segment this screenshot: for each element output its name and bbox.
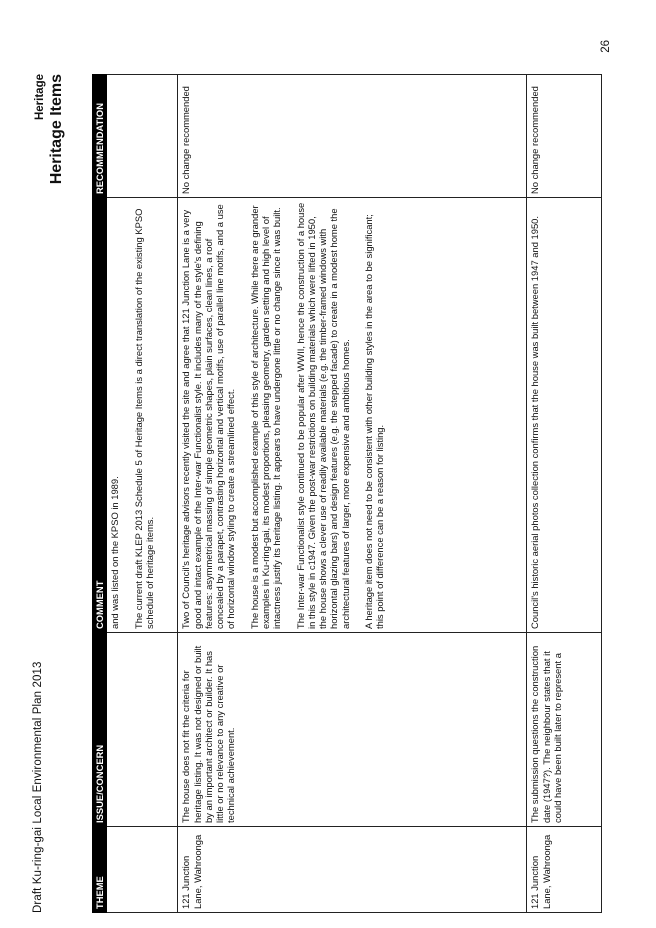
table-row-continued [107,75,178,913]
column-header-recommendation: RECOMMENDATION [93,75,107,198]
comment-paragraph: Two of Council's heritage advisors recently visited the site and agree that 121 Junction Lane is a very good and intact example of the Inter-war Functionalist style. It includes many of the style's defining features: asymmetrical massing of simple geometric shapes, plain surfaces, clean lines, a roof concealed by a parapet, contrasting horizontal and vertical motifs, use of parallel line motifs, and a use of horizontal window styling to create a streamlined effect. [180,204,237,629]
comment-paragraph: The Inter-war Functionalist style continued to be popular after WWII, hence the construction of a house in this style in c1947. Given the post-war restrictions on building materials which were lifted in 1950, the house shows a clever use of readily available materials (e.g. the timber-framed windows with horizontal glazing bars) and design features (e.g. the stepped facade) to create in a modest home the architectural features of larger, more expensive and ambitious homes. [294,202,351,629]
theme-cell [107,827,178,913]
section-label: Heritage [34,74,46,121]
table-row [527,75,602,913]
recommendation-cell [107,75,178,198]
table-header-row [93,75,107,913]
recommendation-cell: No change recommended [178,75,527,198]
heritage-items-table [92,74,602,913]
comment-cell [527,198,602,633]
issue-cell: The submission questions the construction date (1947?). The neighbour states that it could have been built later to represent a [527,633,602,827]
page-number: 26 [600,40,612,53]
page-heading: Heritage Items [48,74,65,185]
theme-cell: 121 Junction Lane, Wahroonga [527,827,602,913]
issue-cell: The house does not fit the criteria for heritage listing. It was not designed or built by an important architect or builder. It has little or no relevance to any creative or technical achievement. [178,633,527,827]
column-header-comment: COMMENT [93,198,107,633]
comment-paragraph: The house is a modest but accomplished example of this style of architecture. While there are grander examples in Ku-ring-gai, its modest proportions, pleasing geometry, garden setting and high level of intactness justify its heritage listing. It appears to have undergone little or no change since it was built. [248,205,283,629]
issue-cell [107,633,178,827]
column-header-theme: THEME [93,827,107,913]
table-row [178,75,527,913]
comment-paragraph: Council's historic aerial photos collection confirms that the house was built between 1947 and 1950. [529,216,541,629]
document-title: Draft Ku-ring-gai Local Environmental Plan 2013 [32,661,44,913]
column-header-issue: ISSUE/CONCERN [93,633,107,827]
recommendation-cell: No change recommended [527,75,602,198]
comment-cell [178,198,527,633]
comment-paragraph: The current draft KLEP 2013 Schedule 5 of Heritage Items is a direct translation of the existing KPSO schedule of heritage items. [132,208,155,629]
comment-paragraph: A heritage item does not need to be consistent with other building styles in the area to be significant; this point of difference can be a reason for listing. [362,214,386,629]
comment-paragraph: and was listed on the KPSO in 1989. [109,476,121,629]
comment-cell [107,198,178,633]
theme-cell: 121 Junction Lane, Wahroonga [178,827,527,913]
